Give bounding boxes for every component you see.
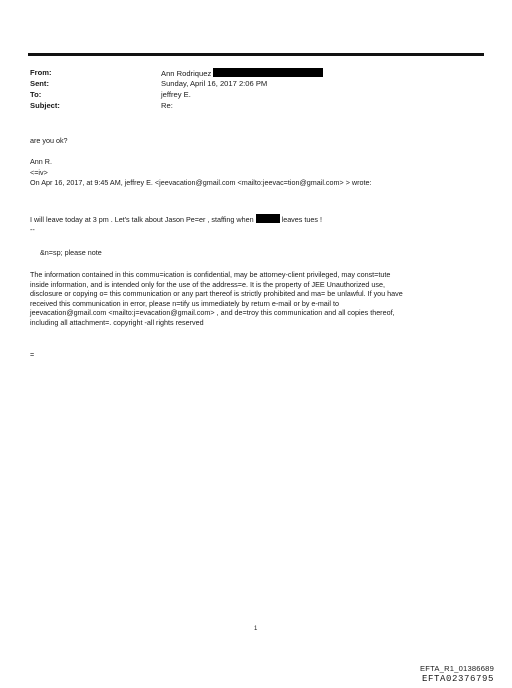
redaction-block bbox=[213, 68, 323, 77]
dashes: -- bbox=[30, 225, 35, 234]
quoted-message bbox=[30, 214, 322, 225]
disclaimer-line: disclosure or copying o= this communication or any part thereof is strictly prohibited and ma= be unlawful. If you have bbox=[30, 289, 403, 299]
disclaimer-line: inside information, and is intended only for the use of the address=e. It is the property of JEE Unauthorized use, bbox=[30, 279, 385, 289]
disclaimer-paragraph bbox=[30, 270, 488, 328]
bates-stamp-secondary: EFTA02376795 bbox=[421, 674, 494, 684]
quoted-message-part1: I will leave today at 3 pm . Let's talk about Jason Pe=er , staffing when bbox=[30, 215, 254, 224]
disclaimer-line: including all attachment=. copyright -all rights reserved bbox=[30, 317, 204, 327]
redaction-block bbox=[256, 214, 280, 223]
header-divider-rule bbox=[28, 53, 484, 56]
from-label: From: bbox=[30, 68, 52, 77]
sent-label: Sent: bbox=[30, 79, 49, 88]
signature-tag: <=iv> bbox=[30, 168, 48, 177]
disclaimer-line: The information contained in this commu=ication is confidential, may be attorney-client privileged, may const=tute bbox=[30, 270, 391, 279]
message-line: are you ok? bbox=[30, 136, 68, 145]
page-number: 1 bbox=[254, 626, 258, 632]
from-name: Ann Rodriquez bbox=[161, 69, 212, 78]
subject-value: Re: bbox=[161, 101, 173, 110]
quoted-message-part2: leaves tues ! bbox=[281, 215, 322, 224]
note-line: &n=sp; please note bbox=[40, 248, 102, 257]
sent-value: Sunday, April 16, 2017 2:06 PM bbox=[161, 79, 268, 88]
to-value: jeffrey E. bbox=[161, 90, 191, 99]
disclaimer-line: received this communication in error, please n=tify us immediately by return e-mail or by e-mail to bbox=[30, 298, 339, 308]
signature-name: Ann R. bbox=[30, 157, 52, 166]
quote-intro: On Apr 16, 2017, at 9:45 AM, jeffrey E. <jeevacation@gmail.com <mailto:jeevac=tion@gmail.com> > wrote: bbox=[30, 178, 372, 187]
to-label: To: bbox=[30, 90, 42, 99]
from-value bbox=[161, 68, 323, 79]
bates-stamp-primary: EFTA_R1_01386689 bbox=[420, 664, 494, 673]
subject-label: Subject: bbox=[30, 101, 60, 110]
equals-sign: = bbox=[30, 350, 35, 359]
disclaimer-line: jeevacation@gmail.com <mailto:j=evacation@gmail.com> , and de=troy this communication and all copies thereof, bbox=[30, 308, 395, 318]
